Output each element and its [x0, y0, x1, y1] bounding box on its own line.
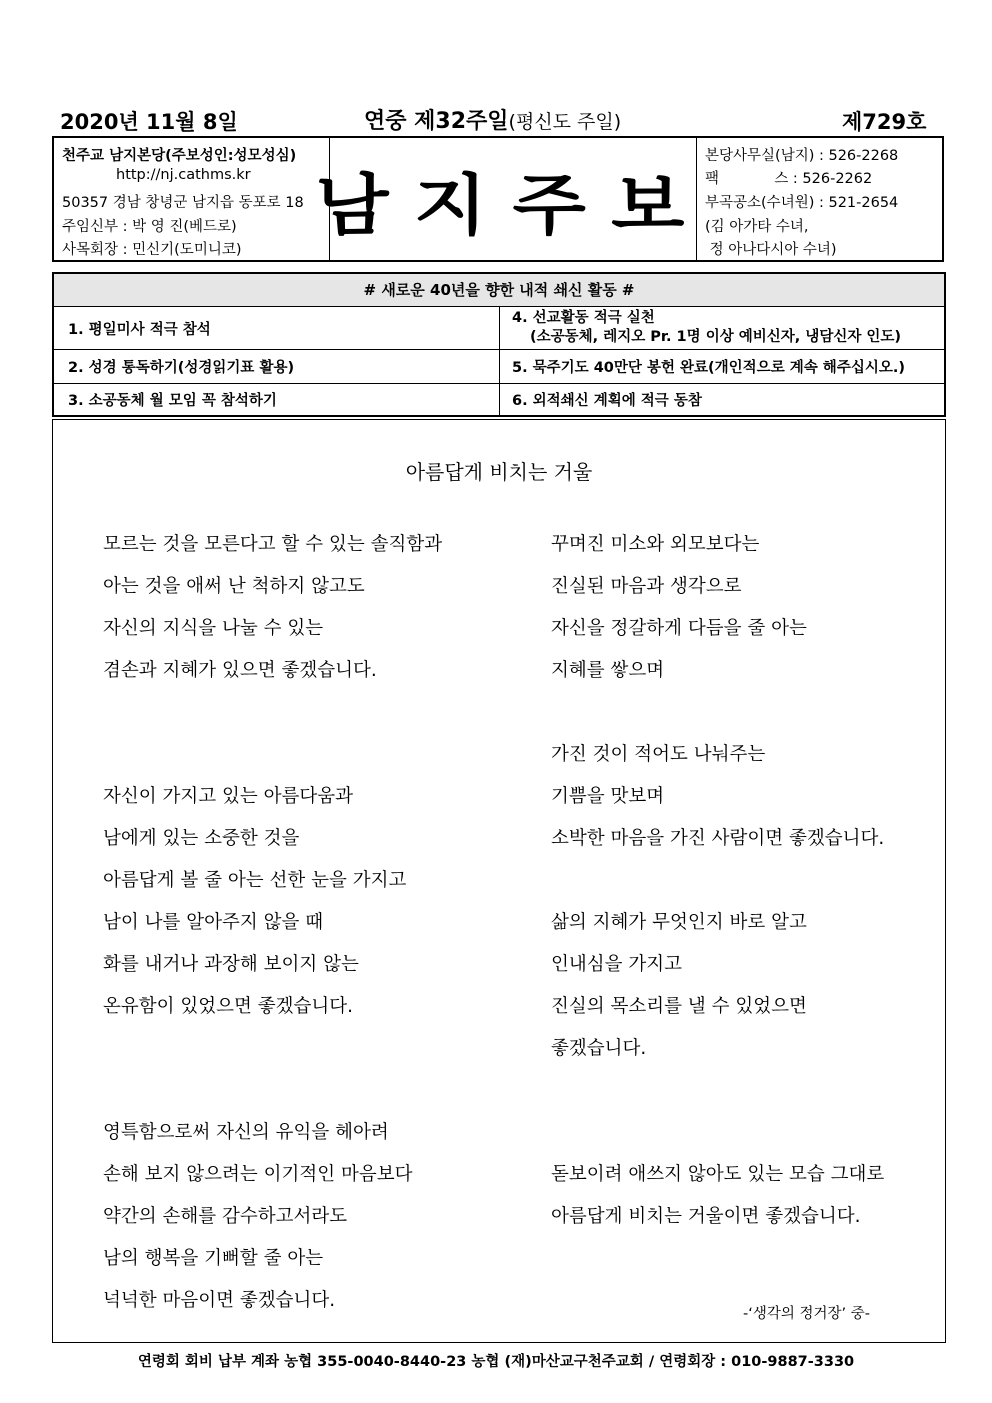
office-phone: 본당사무실(남지) : 526-2268: [705, 148, 899, 164]
activities-title: # 새로운 40년을 향한 내적 쇄신 활동 #: [54, 274, 944, 307]
bulletin-logo-text: 남지주보: [315, 165, 711, 244]
activity-4: [499, 307, 944, 349]
poem-right-line: 인내심을 가지고: [551, 954, 682, 975]
mission-phone: 부곡공소(수녀원) : 521-2654: [705, 195, 899, 211]
poem-right-line: 기쁨을 맛보며: [551, 786, 665, 807]
activity-3: 3. 소공동체 월 모임 꼭 참석하기: [68, 393, 277, 409]
poem-left-line: 넉넉한 마음이면 좋겠습니다.: [103, 1290, 336, 1311]
poem-right-line: 꾸며진 미소와 외모보다는: [551, 534, 760, 555]
table-row: [54, 307, 944, 350]
parish-info: [54, 138, 330, 260]
poem-right-line: 돋보이려 애쓰지 않아도 있는 모습 그대로: [551, 1164, 885, 1185]
poem-right-line: 자신을 정갈하게 다듬을 줄 아는: [551, 618, 807, 639]
contact-info: [696, 138, 944, 260]
poem-right-line: 진실의 목소리를 낼 수 있었으면: [551, 996, 807, 1017]
poem-left-line: 손해 보지 않으려는 이기적인 마음보다: [103, 1164, 413, 1185]
issue-number: 제729호: [842, 110, 927, 134]
activity-1: 1. 평일미사 적극 참석: [68, 321, 211, 338]
activity-4-detail: (소공동체, 레지오 Pr. 1명 이상 예비신자, 냉담신자 인도): [530, 329, 902, 345]
activity-5: 5. 묵주기도 40만단 봉헌 완료(개인적으로 계속 해주십시오.): [499, 350, 944, 383]
liturgical-day-sub: (평신도 주일): [508, 111, 622, 133]
activity-2: 2. 성경 통독하기(성경읽기표 활용): [68, 360, 295, 376]
poem-right-line: 가진 것이 적어도 나눠주는: [551, 744, 766, 765]
fax: 팩 스 : 526-2262: [705, 171, 873, 187]
poem-left-line: 남이 나를 알아주지 않을 때: [103, 912, 324, 933]
activity-6: 6. 외적쇄신 계획에 적극 동참: [499, 384, 944, 415]
table-row: [54, 350, 944, 384]
sisters-line-2: 정 아나다시아 수녀): [705, 242, 837, 258]
poem-left-line: 남에게 있는 소중한 것을: [103, 828, 300, 849]
poem-left-line: 영특함으로써 자신의 유익을 헤아려: [103, 1122, 389, 1143]
poem-right-line: 아름답게 비치는 거울이면 좋겠습니다.: [551, 1206, 861, 1227]
poem-left-line: 자신의 지식을 나눌 수 있는: [103, 618, 324, 639]
liturgical-day-main: 연중 제32주일: [364, 109, 509, 134]
footer-account-info: 연령회 회비 납부 계좌 농협 355-0040-8440-23 농협 (재)마산교구천주교회 / 연령회장 : 010-9887-3330: [137, 1354, 855, 1370]
renewal-activities-table: [52, 272, 946, 417]
bulletin-date: 2020년 11월 8일: [60, 110, 238, 134]
poem-box: [52, 419, 946, 1343]
poem-right-line: 소박한 마음을 가진 사람이면 좋겠습니다.: [551, 828, 885, 849]
parish-address: 50357 경남 창녕군 남지읍 동포로 18: [62, 195, 304, 211]
poem-left-line: 화를 내거나 과장해 보이지 않는: [103, 954, 359, 975]
table-row: [54, 384, 944, 415]
bulletin-logo: [315, 138, 711, 260]
poem-left-line: 자신이 가지고 있는 아름다움과: [103, 786, 353, 807]
sisters-line-1: (김 아가타 수녀,: [705, 219, 809, 235]
poem-title: 아름답게 비치는 거울: [405, 460, 593, 484]
parish-name: [62, 144, 296, 165]
council-president: 사목회장 : 민신기(도미니코): [62, 242, 242, 258]
poem-left-line: 모르는 것을 모른다고 할 수 있는 솔직함과: [103, 534, 443, 555]
parish-name-text: 천주교 남지본당(주보성인:성모성심): [62, 148, 297, 164]
poem-credit: -‘생각의 정거장’ 중-: [743, 1306, 870, 1322]
liturgical-day: [364, 104, 621, 135]
poem-left-line: 남의 행복을 기뻐할 줄 아는: [103, 1248, 324, 1269]
pastor: 주임신부 : 박 영 진(베드로): [62, 219, 237, 235]
header-box: [52, 136, 944, 262]
poem-right-line: 삶의 지혜가 무엇인지 바로 알고: [551, 912, 807, 933]
poem-left-line: 약간의 손해를 감수하고서라도: [103, 1206, 348, 1227]
poem-left-line: 온유함이 있었으면 좋겠습니다.: [103, 996, 353, 1017]
poem-left-line: 겸손과 지혜가 있으면 좋겠습니다.: [103, 660, 377, 681]
parish-url[interactable]: http://nj.cathms.kr: [116, 167, 251, 183]
activity-4-title: 4. 선교활동 적극 실천: [512, 310, 655, 326]
poem-left-line: 아는 것을 애써 난 척하지 않고도: [103, 576, 365, 597]
poem-right-line: 진실된 마음과 생각으로: [551, 576, 742, 597]
poem-right-line: 지혜를 쌓으며: [551, 660, 665, 681]
poem-left-line: 아름답게 볼 줄 아는 선한 눈을 가지고: [103, 870, 407, 891]
poem-right-line: 좋겠습니다.: [551, 1038, 647, 1059]
